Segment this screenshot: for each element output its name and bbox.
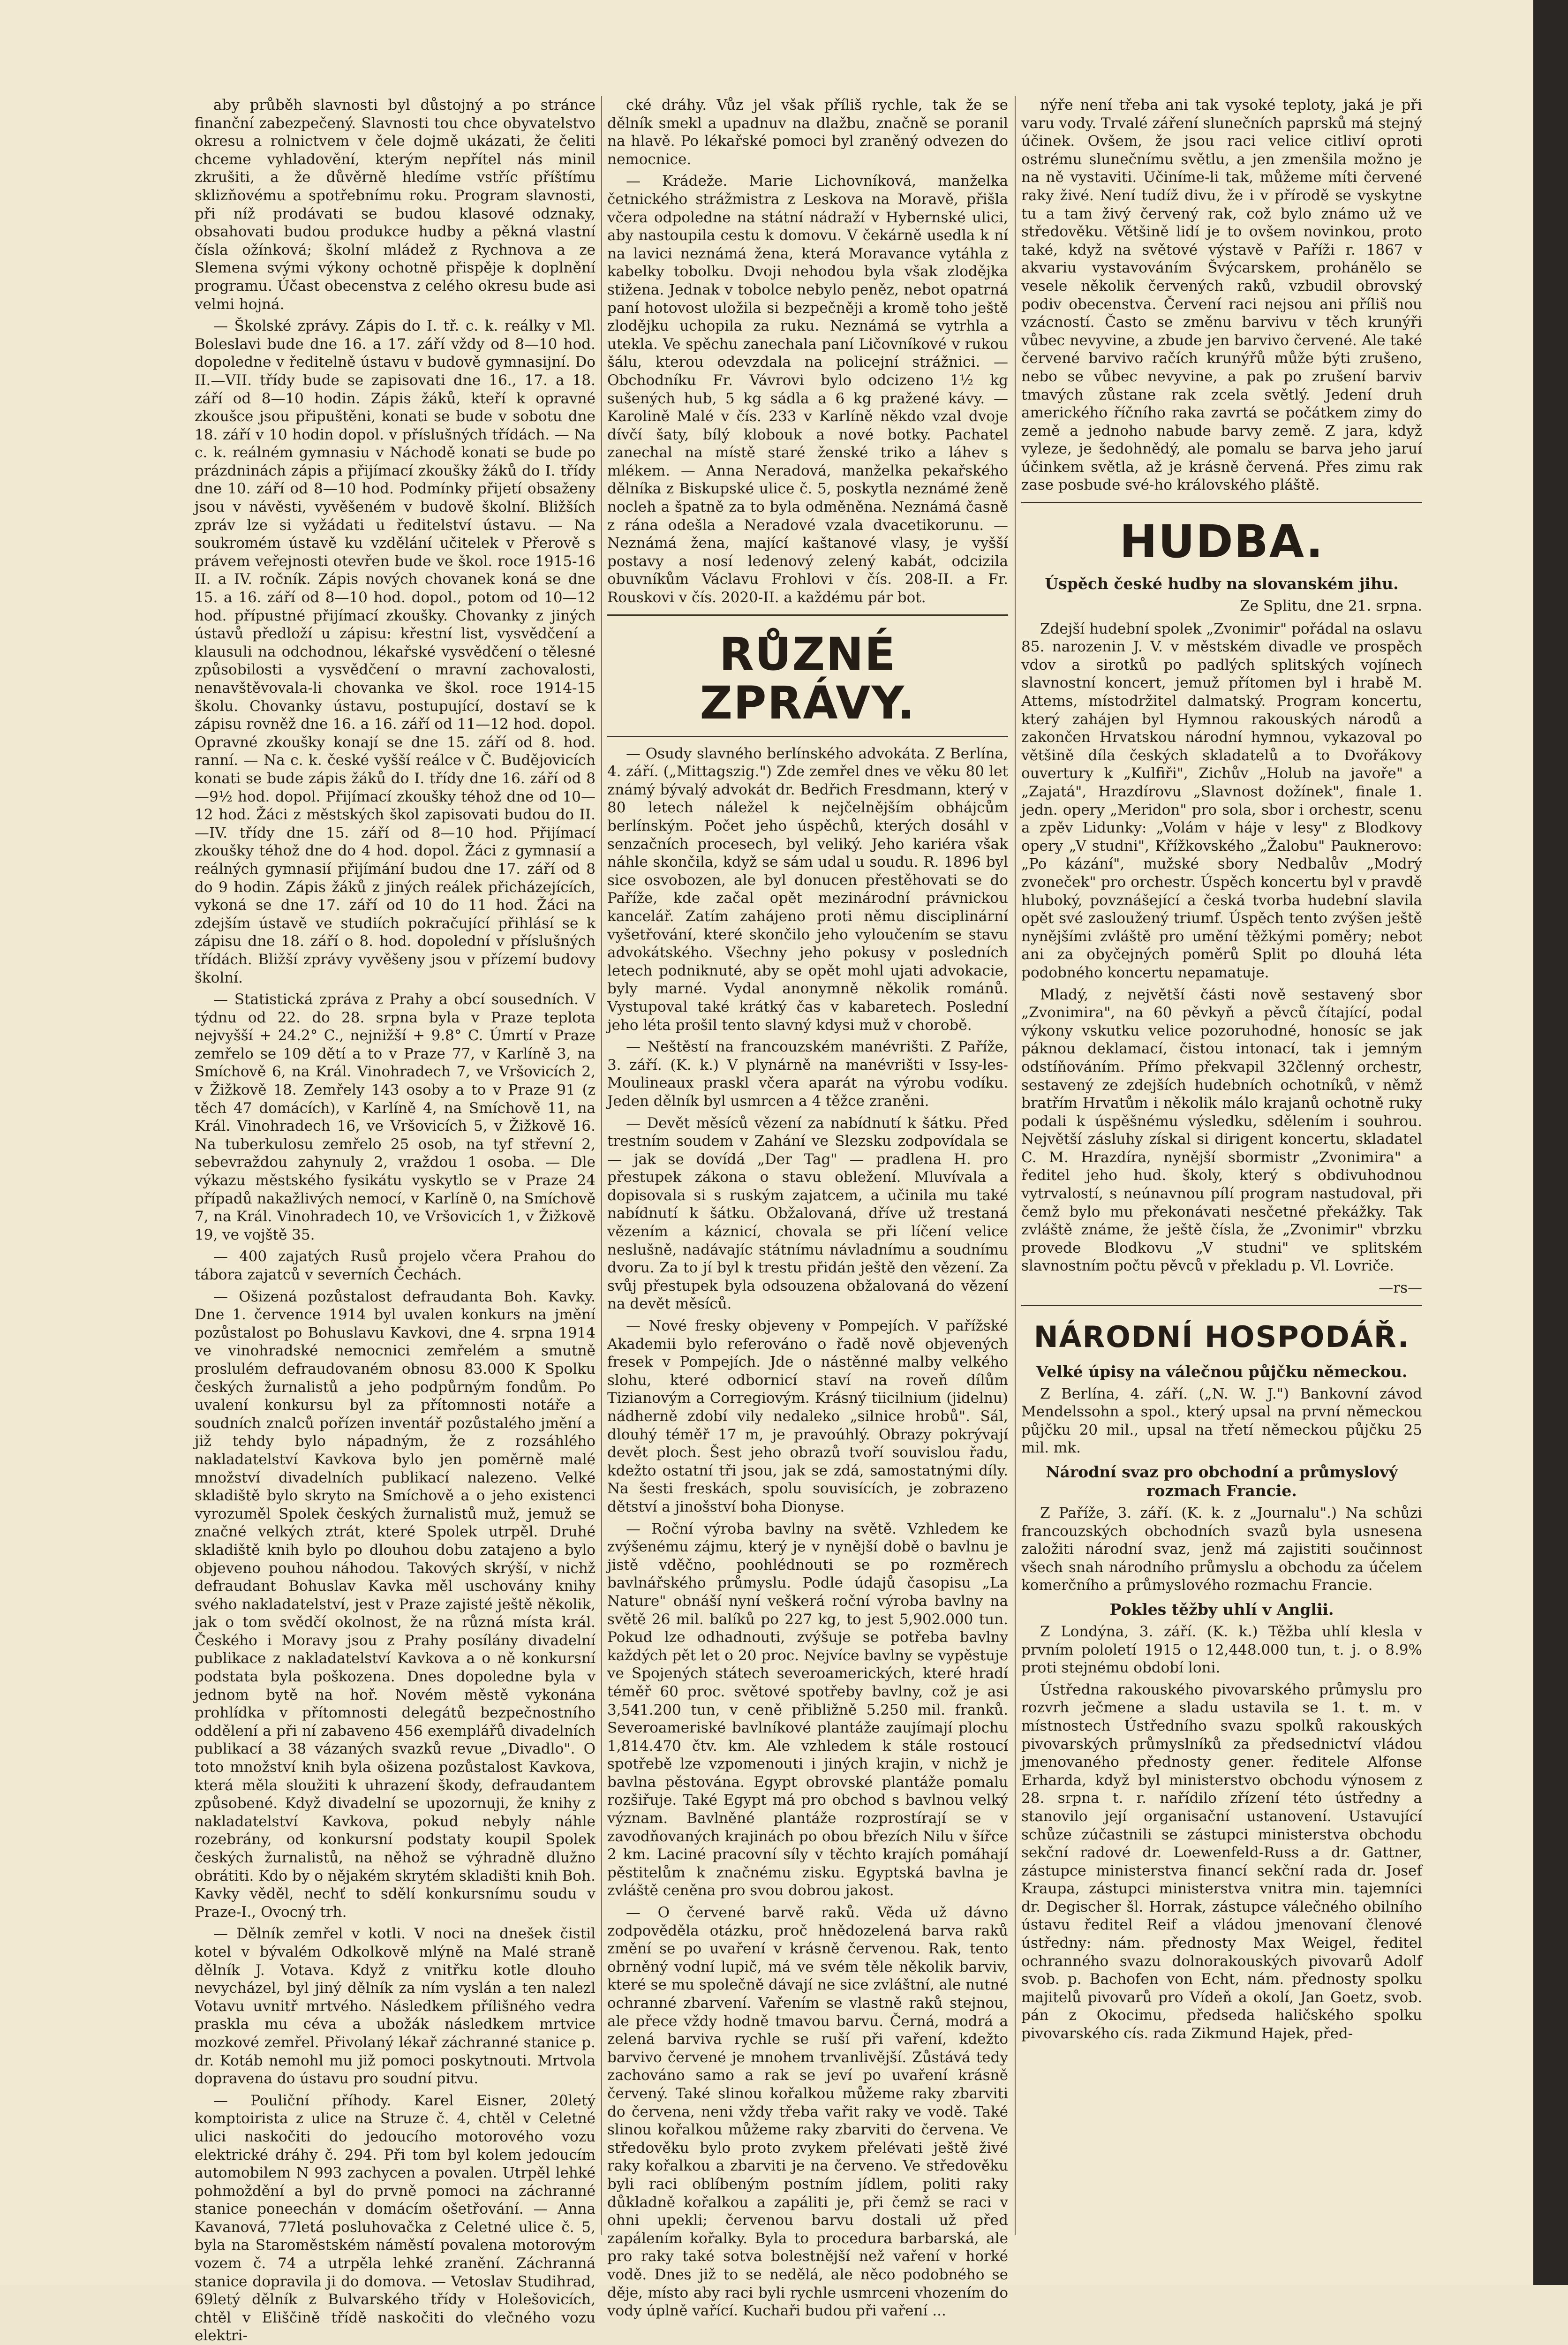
section-heading-narodni-hospodar: NÁRODNÍ HOSPODÁŘ.	[1033, 1319, 1410, 1354]
article-text: — O červené barvě raků. Věda už dávno zodpověděla otázku, proč hnědozelená barva raků změní se po uvaření v krásně červenou. Rak, tento obrněný vodní lupič, má ve svém těle několik barviv, které se mu společně dávají ne sice zvláštní, ale nutné ochranné zbarvení. Vařením se vlastně raků stejnou, ale přece vždy hodně tmavou barvu. Černá, modrá a zelená barviva rychle se ruší při vaření, kdežto barvivo červené je mnohem trvanlivější. Zůstává tedy zachováno samo a rak se jeví po uvaření krásně červený. Také slinou kořalkou můžeme raky zbarviti do červena, neni vždy třeba vařit raky ve vodě. Také slinou kořalkou můžeme raky zbarviti do červena. Ve středověku bylo proto zvykem přelévati ještě živé raky kořalkou a zbarviti je na červeno. Ve středověku byli raci oblíbeným postním jídlem, politi raky důkladně kořalkou a zapáliti je, při čemž se raci v ohni upekli; červenou barvu dostali už před zapálením kořalky. Byla to procedura barbarská, ale pro raky také sotva bolestnější než vaření v horké vodě. Dnes již to se nedělá, ale něco podobného se děje, místo aby raci byli rychle usmrceni vhozením do vody úplně vařící. Kuchaři budou při vaření ...	[607, 1904, 1008, 2320]
article-text: nýře není třeba ani tak vysoké teploty, jaká je při varu vody. Trvalé záření slunečních paprsků má stejný účinek. Ovšem, že jsou raci velice citliví oproti ostrému slunečnímu světlu, a jen zmenšila možno je na ně vystaviti. Učiníme-li tak, můžeme míti červené raky živé. Není tudíž divu, že i v přírodě se vyskytne tu a tam živý červený rak, což bylo známo už ve středověku. Většině lidí je to ovšem novinkou, proto také, když na světové výstavě v Paříži r. 1867 v akvariu vystavováním Švýcarskem, prohánělo se vesele několik červených raků, vzbudil obrovský podiv obecenstva. Červení raci nejsou ani příliš nou vzácností. Často se změnu barvivu v těch krunýři vůbec nevyvine, a zbude jen barvivo červené. Ale také červené barvivo račích krunýřů může býti zrušeno, nebo se vůbec nevyvine, a pak po zrušení barviv tmavých zůstane rak zcela světlý. Jedení druh amerického říčního raka zavrtá se počátkem zimy do země a jednoho nabude barvy země. Z jara, když vyleze, je šedohnědý, ale pomalu se barva jeho jaruí účinkem světla, až je krásně červená. Přes zimu rak zase posbude své-ho královského pláště.	[1021, 97, 1422, 494]
scan-edge	[1533, 0, 1568, 2285]
article-text: — 400 zajatých Rusů projelo včera Prahou do tábora zajatců v severních Čechách.	[195, 1248, 596, 1283]
column-right	[1021, 96, 1422, 2235]
article-headline: Národní svaz pro obchodní a průmyslový rozmach Francie.	[1046, 1463, 1398, 1500]
article-text: — Devět měsíců vězení za nabídnutí k šátku. Před trestním soudem v Zahání ve Slezsku zodpovídala se — jak se dovídá „Der Tag" — pradlena H. pro přestupek zákona o stavu obležení. Mluvívala a dopisovala si s ruským zajatcem, a učinila mu také nabídnutí k šátku. Obžalovaná, dříve už trestaná vězením a káznicí, chovala se při líčení velice neslušně, nadávajíc státnímu návladnímu a soudnímu dvoru. Za to jí byl k trestu přidán ještě den vězení. Za svůj přestupek byla odsouzena obžalovaná do vězení na devět měsíců.	[607, 1114, 1008, 1313]
section-heading-hudba: HUDBA.	[1119, 515, 1324, 568]
article-text: — Osudy slavného berlínského advokáta. Z Berlína, 4. září. („Mittagszig.") Zde zemřel dnes ve věku 80 let známý bývalý advokát dr. Bedřich Fresdmann, který v 80 letech náležel k nejčelnějším obhájcům berlínským. Počet jeho úspěchů, kterých dosáhl v senzačních procesech, byl veliký. Jeho kariéra však náhle skončila, když se sám udal u soudu. R. 1896 byl sice osvobozen, ale byl donucen přestěhovati se do Paříže, kde začal opět mezinárodní právnickou kancelář. Zatím zahájeno proti němu disciplinární vyšetřování, které skončilo jeho vyloučením se stavu advokátského. Všechny jeho pokusy v posledních letech podniknuté, aby se opět mohl ujati advokacie, byly marné. Vydal anonymně několik románů. Vystupoval také krátký čas v kabaretech. Poslední jeho léta prošil tento slavný kdysi muž v chorobě.	[607, 745, 1008, 1034]
article-headline: Úspěch české hudby na slovanském jihu.	[1045, 575, 1399, 593]
article-text: — Statistická zpráva z Prahy a obcí sousedních. V týdnu od 22. do 28. srpna byla v Praze teplota nejvyšší + 24.2° C., nejnižší + 9.8° C. Úmrtí v Praze zemřelo se 109 dětí a to v Praze 77, v Karlíně 3, na Smíchově 6, na Král. Vinohradech 7, ve Vršovicích 2, v Žižkově 18. Zemřely 143 osoby a to v Praze 91 (z těch 47 domácích), v Karlíně 4, na Smíchově 11, na Král. Vinohradech 16, ve Vršovicích 5, v Žižkově 16. Na tuberkulosu zemřelo 25 osob, na tyf střevní 2, sebevraždou zahynuly 2, vraždou 1 osoba. — Dle výkazu městského fysikátu vyskytlo se v Praze 24 případů nakažlivých nemocí, v Karlíně 0, na Smíchově 7, na Král. Vinohradech 10, ve Vršovicích 1, v Žižkově 19, ve vojště 35.	[195, 991, 596, 1243]
article-text: — Neštěstí na francouzském manévrišti. Z Paříže, 3. září. (K. k.) V plynárně na manévrišti v Issy-les-Moulineaux praskl včera aparát na výrobu vodíku. Jeden dělník byl usmrcen a 4 těžce zraněni.	[607, 1038, 1008, 1110]
article-text: — Ošizená pozůstalost defraudanta Boh. Kavky. Dne 1. července 1914 byl uvalen konkurs na jmění pozůstalost po Bohuslavu Kavkovi, dne 4. srpna 1914 ve vinohradské nemocnici zemřelém a smutně proslulém defraudovaném obnosu 83.000 K Spolku českých žurnalistů a jeho podpůrným fondům. Po uvalení konkursu byl za přítomnosti notáře a soudních znalců pořízen inventář pozůstalého jmění a již tehdy bylo nápadným, že z rozsáhlého nakladatelství Kavkova bylo jen poměrně malé množství divadelních publikací nalezeno. Velké skladiště bylo skryto na Smíchově a o jeho existenci vyrozuměl Spolek českých žurnalistů muž, jemuž se značné velkých ztrát, které Spolek utrpěl. Druhé skladiště knih bylo po dlouhou dobu zatajeno a bylo objeveno pouhou náhodou. Takových skrýší, v nichž defraudant Bohuslav Kavka měl uschovány knihy svého nakladatelství, jest v Praze zajisté ještě několik, jak o tom svědčí okolnost, že na různá místa král. Českého i Moravy jsou z Prahy posílány divadelní publikace z nakladatelství Kavkova a o ně konkursní podstata byla poškozena. Dnes dopoledne byla v jednom bytě na hoř. Novém městě vykonána prohlídka v přítomnosti delegátů bezpečnostního oddělení a při ní zabaveno 456 exemplářů divadelních publikací a 38 vázaných svazků revue „Divadlo". O toto množství knih byla ošizena pozůstalost Kavkova, která měla sloužiti k uhrazení škody, defraudantem způsobené. Když divadelní se upozornuji, že knihy z nakladatelství Kavkova, pokud nebyly náhle rozebrány, od konkursní podstaty koupil Spolek českých žurnalistů, na něhož se výhradně dlužno obrátiti. Kdo by o nějakém skrytém skladišti knih Boh. Kavky věděl, nechť to sdělí konkursnímu soudu v Praze-I., Ovocný trh.	[195, 1288, 596, 1921]
article-text: — Krádeže. Marie Lichovníková, manželka četnického strážmistra z Leskova na Moravě, přišla včera odpoledne na státní nádraží v Hybernské ulici, aby nastoupila cestu k domovu. V čekárně usedla k ní na lavici neznámá žena, která Moravance vytáhla z kabelky tobolku. Dvoji nehodou byla však zlodějka stižena. Jednak v tobolce nebylo peněz, nebot opatrná paní hotovost uložila si bezpečněji a kromě toho ještě zlodějku uchopila za ruku. Neznámá se vytrhla a utekla. Ve spěchu zanechala paní Ličovníkové v rukou šálu, kterou odevzdala na policejní strážnici. — Obchodníku Fr. Vávrovi bylo odcizeno 1½ kg sušených hub, 5 kg sádla a 6 kg pražené kávy. — Karolině Malé v čís. 233 v Karlíně někdo vzal dvoje dívčí šaty, bílý klobouk a nové botky. Pachatel zanechal na místě staré ženské triko a láhev s mlékem. — Anna Neradová, manželka pekařského dělníka z Biskupské ulice č. 5, poskytla neznámé ženě nocleh a špatně za to byla odměněna. Neznámá časně z rána odešla a Neradové vzala dvacetikorunu. — Neznámá žena, mající kaštanové vlasy, je vyšší postavy a nosí ledenový zelený kabát, odcizila obuvníkům Václavu Frohlovi v čís. 208-II. a Fr. Rouskovi v čís. 2020-II. a každému pár bot.	[607, 173, 1008, 606]
article-signature: —rs—	[1379, 1279, 1422, 1297]
section-rule	[607, 736, 1008, 737]
article-headline: Velké úpisy na válečnou půjčku německou.	[1036, 1362, 1408, 1381]
article-text: Z Paříže, 3. září. (K. k. z „Journalu".) Na schůzi francouzských obchodních svazů byla usnesena založiti národní svaz, jenž má zajistiti součinnost všech snah národního průmyslu a obchodu za účelem komerčního a průmyslového rozmachu Francie.	[1021, 1505, 1422, 1594]
article-dateline: Ze Splitu, dne 21. srpna.	[1240, 598, 1422, 615]
article-text: — Dělník zemřel v kotli. V noci na dnešek čistil kotel v bývalém Odkolkově mlýně na Malé straně dělník J. Votava. Když z vnitřku kotle dlouho nevycházel, byl jiný dělník za ním vyslán a ten nalezl Votavu uvnitř mrtvého. Následkem přílišného vedra praskla mu céva a ubožák následkem mrtvice mozkové zemřel. Přivolaný lékař záchranné stanice p. dr. Kotáb nemohl mu již pomoci poskytnouti. Mrtvola dopravena do ústavu pro soudní pitvu.	[195, 1925, 596, 2088]
section-rule	[1021, 502, 1422, 503]
article-text: aby průběh slavnosti byl důstojný a po stránce finanční zabezpečený. Slavnosti tou chce obyvatelstvo okresu a rolnictvem v čele dojmě ukázati, že čeliti chceme vyhladovění, kterým nepřítel nás minil zkrušiti, a že důvěrně hledíme vstříc příštímu sklizňovému a spotřebnímu roku. Program slavnosti, při níž prodávati se budou klasové odznaky, obsahovati budou produkce hudby a pěkná vlastní čísla ožínková; školní mládež z Rychnova a ze Slemena svými výkony ochotně přispěje k doplnění programu. Účast obecenstva z celého okresu bude asi velmi hojná.	[195, 97, 596, 313]
article-text: Z Londýna, 3. září. (K. k.) Těžba uhlí klesla v prvním pololetí 1915 o 12,448.000 tun, t. j. o 8.9% proti stejnému období loni.	[1021, 1623, 1422, 1677]
column-divider	[1015, 96, 1016, 2235]
section-rule	[1021, 1305, 1422, 1306]
section-rule	[607, 614, 1008, 616]
column-left	[195, 96, 596, 2345]
article-text: cké dráhy. Vůz jel však příliš rychle, tak že se dělník smekl a upadnuv na dlažbu, značně se poranil na hlavě. Po lékařské pomoci byl zraněný odvezen do nemocnice.	[607, 97, 1008, 168]
article-text: — Nové fresky objeveny v Pompejích. V pařížské Akademii bylo referováno o řadě nově objevených fresek v Pompejích. Jde o nástěnné malby velkého slohu, které odbornicí staví na roveň dílům Tizianovým a Corregiovým. Krásný tiicilnium (jidelnu) nádherně zdobí vily nedaleko „silnice hrobů". Sál, dlouhý téměř 17 m, je pravoúhlý. Obrazy pokrývají devět ploch. Šest jeho obrazů tvoří souvislou řadu, kdežto ostatní tři jsou, jak se zdá, samostatnými díly. Na šesti freskách, spolu souvisících, je zobrazeno dětství a jinošství boha Dionyse.	[607, 1317, 1008, 1515]
article-text: — Roční výroba bavlny na světě. Vzhledem ke zvýšenému zájmu, který je v nynější době o bavlnu je jistě vděčno, poohlédnouti se po rozměrech bavlnářského průmyslu. Podle údajů časopisu „La Nature" obnáší nyní veškerá roční výroba bavlny na světě 26 mil. balíků po 227 kg, to jest 5,902.000 tun. Pokud lze odhadnouti, zvýšuje se potřeba bavlny každých pět let o 20 proc. Nejvíce bavlny se vypěstuje ve Spojených státech severoamerických, které hradí téměř 60 proc. světové spotřeby bavlny, což je asi 3,541.200 tun, v ceně přibližně 5.250 mil. franků. Severoameriské bavlníkové plantáže zaujímají plochu 1,814.470 čtv. km. Ale vzhledem k stále rostoucí spotřebě lze vzpomenouti i jiných krajin, v nichž je bavlna pěstována. Egypt obrovské plantáže pomalu rozšiřuje. Také Egypt má pro obchod s bavlnou velký význam. Bavlněné plantáže rozprostírají se v zavodňovaných krajinách po obou březích Nilu v šířce 2 km. Laciné pracovní síly v těchto krajích pomáhají pěstitelům k značnému zisku. Egyptská bavlna je zvláště ceněna pro svou dobrou jakost.	[607, 1520, 1008, 1899]
column-middle	[607, 96, 1008, 2320]
article-text: Zdejší hudební spolek „Zvonimir" pořádal na oslavu 85. narozenin J. V. v městském divadle ve prospěch vdov a sirotků po padlých splitských vojínech slavnostní koncert, jemuž přítomen byl i hrabě M. Attems, místodržitel dalmatský. Program koncertu, který zahájen byl Hymnou rakouských národů a zakončen Hrvatskou národní hymnou, vykazoval po většině díla českých skladatelů a to Dvořákovy ouvertury k „Kulfiři", Zichův „Holub na javoře" a „Zajatá", Hrazdírovu „Slavnost dožínek", finale 1. jedn. opery „Meridon" pro sola, sbor i orchestr, scenu a zpěv Lidunky: „Volám v háje v lesy" z Blodkovy opery „V studni", Křížkovského „Žalobu" Pauknerovo: „Po kázání", mužské sbory Nedbalův „Modrý zvoneček" pro orchestr. Úspěch koncertu byl v pravdě hluboký, povznášející a česká tvorba hudební slavila opět své zasloužený triumf. Úspěch tento zvýšen ještě nynějšími zvláště pro umění těžkými poměry; nebot ani za obyčejných poměrů Split po dlouhá léta podobného koncertu nepamatuje.	[1021, 620, 1422, 981]
article-text: — Pouliční příhody. Karel Eisner, 20letý komptoirista z ulice na Struze č. 4, chtěl v Celetné ulici naskočiti do jedoucího motorového vozu elektrické dráhy č. 294. Při tom byl kolem jedoucím automobilem N 993 zachycen a povalen. Utrpěl lehké pohmoždění a byl do prvně pomoci na záchranné stanice poneechán v domácím ošetřování. — Anna Kavanová, 77letá posluhovačka z Celetné ulice č. 5, byla na Staroměstském náměstí povalena motorovým vozem č. 74 a utrpěla lehké zranění. Záchranná stanice dopravila ji do domova. — Vetoslav Studihrad, 69letý dělník z Bulvarského třídy v Holešovicích, chtěl v Eliščině třídě naskočiti do vlečného vozu elektri-	[195, 2092, 596, 2345]
article-text: — Školské zprávy. Zápis do I. tř. c. k. reálky v Ml. Boleslavi bude dne 16. a 17. září vždy od 8—10 hod. dopoledne v ředitelně ústavu v budově gymnasijní. Do II.—VII. třídy bude se zapisovati dne 16., 17. a 18. září od 8—10 hodin. Zápis žáků, kteří k opravné zkoušce jsou připuštěni, konati se bude v sobotu dne 18. září v 10 hodin dopol. v příslušných třídách. — Na c. k. reálném gymnasiu v Náchodě konati se bude po prázdninách zápis a přijímací zkoušky žáků do I. třídy dne 10. září od 8—10 hod. Podmínky přijetí obsaženy jsou v návěsti, vyvěšeném v budově školní. Bližších zpráv lze si vyžádati u ředitelství ústavu. — Na soukromém ústavě ku vzdělání učitelek v Přerově s právem veřejnosti otevřen bude ve škol. roce 1915-16 II. a IV. ročník. Zápis nových chovanek koná se dne 15. a 16. září od 8—10 hod. dopol., potom od 10—12 hod. přípustné přijímací zkoušky. Chovanky z jiných ústavů předloží u zápisu: křestní list, vysvědčení a klausuli na odchodnou, lékařské vysvědčení o tělesné způsobilosti a vysvědčení o mravní zachovalosti, nenavštěvovala-li chovanka ve škol. roce 1914-15 školu. Chovanky ústavu, postupující, dostaví se k zápisu rovněž dne 16. a 16. září od 11—12 hod. dopol. Opravné zkoušky konají se dne 15. září od 8. hod. ranní. — Na c. k. české vyšší reálce v Č. Budějovicích konati se bude zápis žáků do I. třídy dne 16. září od 8—9½ hod. dopol. Přijímací zkoušky téhož dne od 10—12 hod. Žáci z městských škol zapisovati budou do II.—IV. třídy dne 15. září od 8—10 hod. Přijímací zkoušky téhož dne do 4 hod. dopol. Žáci z gymnasií a reálných gymnasií přijímání budou dne 17. září od 8 do 9 hodin. Zápis žáků z jiných reálek přicházejících, vykoná se dne 17. září od 10 do 11 hod. Žáci na zdejším ústavě ve studiích pokračující přihlásí se k zápisu dne 18. září o 8. hod. dopolední v příslušných třídách. Bližší zprávy vyvěšeny jsou v přízemí budovy školní.	[195, 318, 596, 986]
article-text: Mladý, z největší části nově sestavený sbor „Zvonimira", na 60 pěvkyň a pěvců čítající, podal výkony vskutku velice pozoruhodné, honosíc se jak páknou deklamací, čistou intonací, tak i jemným odstíňováním. Přímo překvapil 32členný orchestr, sestavený ze zdejších hudebních ochotníků, v němž bratřím Hrvatům i několik málo krajanů ochotně ruky podali k úspěšnému výsledku, sdělením i souhrou. Největší zásluhy získal si dirigent koncertu, skladatel C. M. Hrazdíra, nynější sbormistr „Zvonimira" a ředitel jeho hud. školy, který s obdivuhodnou vytrvalostí, s neúnavnou pílí program nastudoval, při čemž bylo mu překonávati nesčetné překážky. Tak zvláště známe, že ještě čísla, že „Zvonimir" vbrzku provede Blodkovu „V studni" ve splitském slavnostním počtu pěvců v překladu p. Vl. Lovriče.	[1021, 986, 1422, 1275]
column-divider	[601, 96, 602, 2235]
article-text: Z Berlína, 4. září. („N. W. J.") Bankovní závod Mendelssohn a spol., který upsal na první německou půjčku 20 mil., upsal na třetí německou půjčku 25 mil. mk.	[1021, 1385, 1422, 1457]
article-headline: Pokles těžby uhlí v Anglii.	[1109, 1600, 1334, 1619]
section-heading-ruzne-zpravy: RŮZNÉ ZPRÁVY.	[700, 628, 916, 729]
article-text: Ústředna rakouského pivovarského průmyslu pro rozvrh ječmene a sladu ustavila se 1. t. m. v místnostech Ústředního svazu spolků rakouských pivovarských průmyslníků za předsednictví vládou jmenovaného přednosty gener. ředitele Alfonse Erharda, když byl ministerstvo obchodu výnosem z 28. srpna t. r. nařídilo zřízení této ústředny a stanovilo její organisační ustanovení. Ustavující schůze zúčastnili se zástupci ministerstva obchodu sekční radové dr. Loewenfeld-Russ a dr. Gattner, zástupce ministerstva financí sekční rada dr. Josef Kraupa, zástupci ministerstva vnitra min. tajemníci dr. Degischer šl. Horrak, zástupce válečného obilního ústavu ředitel Reif a vládou jmenovaní členové ústředny: nám. přednosty Max Weigel, ředitel ochranného svazu dolnorakouských pivovarů Adolf svob. p. Bachofen von Echt, nám. přednosty spolku majitelů pivovarů pro Vídeň a okolí, Jan Goetz, svob. pán z Okocimu, předseda haličského spolku pivovarského cís. rada Zikmund Hajek, před-	[1021, 1681, 1422, 2042]
